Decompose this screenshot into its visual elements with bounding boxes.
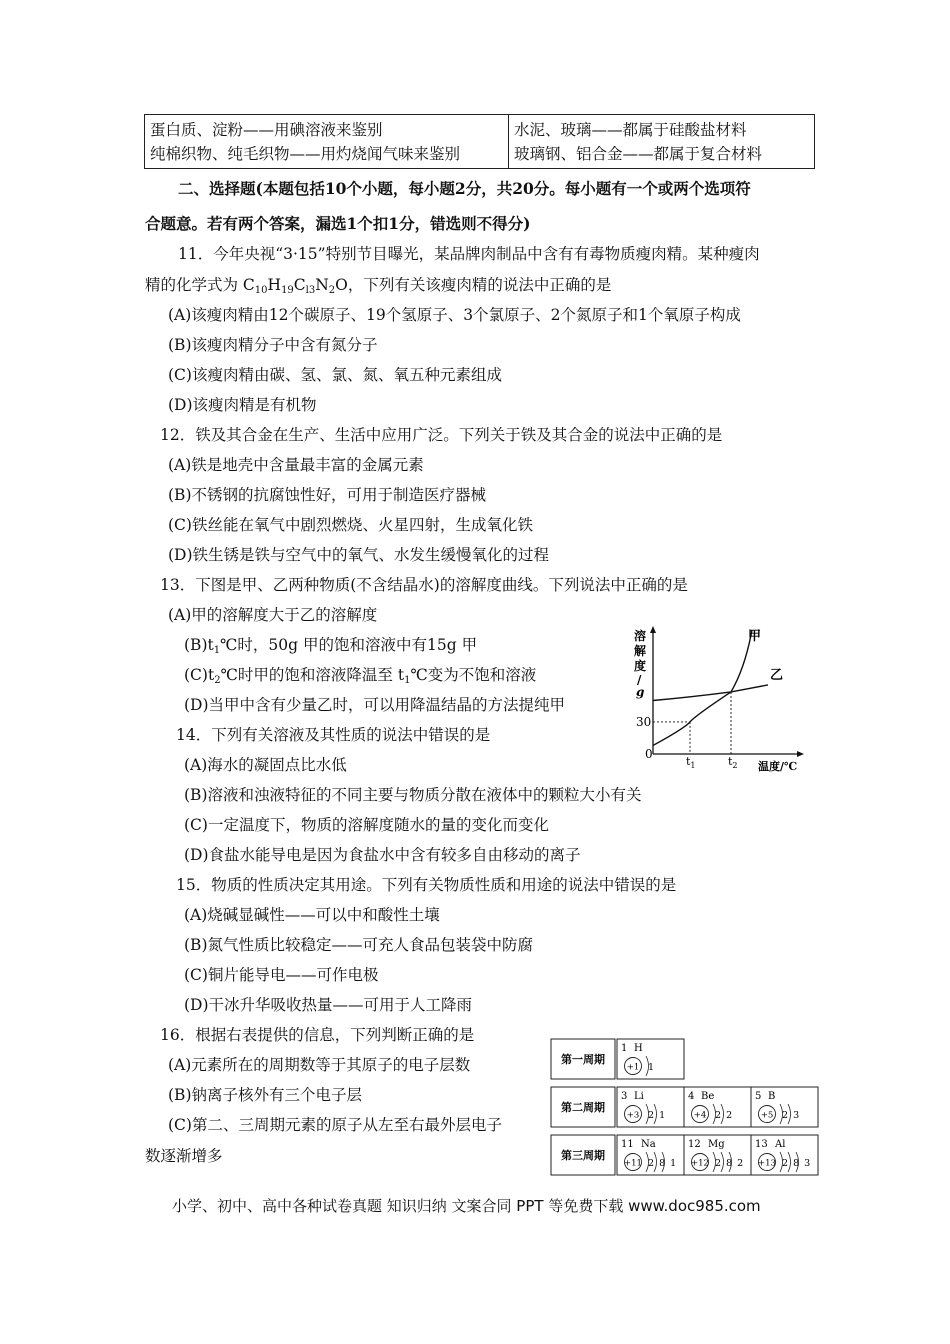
formula-sub: 10 <box>254 285 268 296</box>
q13-option-a: (A)甲的溶解度大于乙的溶解度 <box>168 606 378 624</box>
q14-option-b: (B)溶液和浊液特征的不同主要与物质分散在液体中的颗粒大小有关 <box>184 786 642 804</box>
q15-option-b: (B)氮气性质比较稳定——可充人食品包装袋中防腐 <box>184 936 533 954</box>
subscript: 1 <box>404 675 411 686</box>
y-axis-label-char: 解 <box>634 644 647 658</box>
periodic-table-excerpt <box>549 1035 819 1189</box>
q12-option-c: (C)铁丝能在氧气中剧烈燃烧、火星四射，生成氧化铁 <box>168 516 533 534</box>
q16-stem: 16．根据右表提供的信息，下列判断正确的是 <box>160 1026 475 1044</box>
nucleus-charge: +4 <box>693 1110 707 1121</box>
nucleus-charge: +12 <box>691 1158 709 1169</box>
element-number: 5 <box>755 1091 762 1102</box>
q15-option-c: (C)铜片能导电——可作电极 <box>184 966 379 984</box>
element-number: 1 <box>621 1043 628 1054</box>
y-axis-label-char: / <box>637 673 642 687</box>
formula-el: C <box>293 276 306 294</box>
y-axis-label-char: 度 <box>634 659 647 673</box>
q13-option-c <box>184 665 536 685</box>
q12-option-a: (A)铁是地壳中含量最丰富的金属元素 <box>168 456 424 474</box>
table-cell-text: 纯棉织物、纯毛织物——用灼烧闻气味来鉴别 <box>150 145 461 163</box>
element-symbol: H <box>634 1043 643 1054</box>
series-yi-label: 乙 <box>770 668 784 683</box>
y-tick-30: 30 <box>636 715 652 729</box>
q12-option-d: (D)铁生锈是铁与空气中的氧气、水发生缓慢氧化的过程 <box>168 546 550 564</box>
formula-sub: l3 <box>305 285 316 296</box>
q12-option-b: (B)不锈钢的抗腐蚀性好，可用于制造医疗器械 <box>168 486 486 504</box>
element-symbol: Be <box>701 1091 715 1102</box>
q14-stem: 14．下列有关溶液及其性质的说法中错误的是 <box>176 726 491 744</box>
x-axis-label: 温度/℃ <box>758 760 798 773</box>
q13-option-d: (D)当甲中含有少量乙时，可以用降温结晶的方法提纯甲 <box>184 696 566 714</box>
table-cell-text: 蛋白质、淀粉——用碘溶液来鉴别 <box>150 121 383 139</box>
q13-text: (C)t <box>184 666 215 684</box>
q13-text: ℃变为不饱和溶液 <box>410 666 537 684</box>
series-jia-curve <box>653 630 752 745</box>
formula-sub: 19 <box>281 285 294 296</box>
formula-el: N <box>315 276 329 294</box>
nucleus-charge: +11 <box>624 1158 642 1169</box>
top-table <box>144 114 815 169</box>
section-heading-line1: 二、选择题(本题包括10个小题，每小题2分，共20分。每小题有一个或两个选项符 <box>178 179 751 198</box>
nucleus-charge: +1 <box>626 1062 640 1073</box>
element-number: 13 <box>755 1139 768 1150</box>
section-heading-line2: 合题意。若有两个答案，漏选1个扣1分，错选则不得分) <box>145 214 531 233</box>
q11-option-c: (C)该瘦肉精由碳、氢、氯、氮、氧五种元素组成 <box>168 366 502 384</box>
formula-sub: 2 <box>328 285 336 296</box>
formula-el: H <box>267 276 282 294</box>
element-number: 11 <box>621 1139 634 1150</box>
electron-shell-counts: 1 <box>648 1062 656 1073</box>
table-cell-left <box>145 115 509 169</box>
q16-option-a: (A)元素所在的周期数等于其原子的电子层数 <box>168 1056 471 1074</box>
period-label: 第二周期 <box>561 1101 605 1114</box>
element-number: 4 <box>688 1091 695 1102</box>
period-label: 第三周期 <box>561 1149 605 1162</box>
electron-shell-counts: 2 1 <box>648 1110 667 1121</box>
origin-label: 0 <box>645 747 653 761</box>
q11-option-b: (B)该瘦肉精分子中含有氮分子 <box>168 336 378 354</box>
electron-shell-counts: 2 2 <box>715 1110 734 1121</box>
footer-text: 小学、初中、高中各种试卷真题 知识归纳 文案合同 PPT 等免费下载 www.doc985.com <box>172 1197 761 1215</box>
element-number: 12 <box>688 1139 701 1150</box>
x-axis-arrow <box>797 751 804 757</box>
series-jia-label: 甲 <box>748 629 762 644</box>
y-axis-label-char: 溶 <box>634 629 647 643</box>
q13-text: ℃时甲的饱和溶液降温至 t <box>220 666 405 684</box>
element-symbol: Mg <box>708 1139 725 1150</box>
subscript: 2 <box>214 675 221 686</box>
y-axis-arrow <box>650 626 656 633</box>
nucleus-charge: +3 <box>626 1110 640 1121</box>
table-row <box>145 115 815 169</box>
element-symbol: Li <box>634 1091 644 1102</box>
q15-option-a: (A)烧碱显碱性——可以中和酸性土壤 <box>184 906 440 924</box>
q13-text: (B)t <box>184 636 214 654</box>
period-label: 第一周期 <box>561 1053 605 1066</box>
table-cell-right <box>509 115 815 169</box>
element-number: 3 <box>621 1091 628 1102</box>
series-yi-curve <box>653 685 768 701</box>
q16-option-b: (B)钠离子核外有三个电子层 <box>168 1086 362 1104</box>
q11-option-d: (D)该瘦肉精是有机物 <box>168 396 317 414</box>
q11-text: ，下列有关该瘦肉精的说法中正确的是 <box>347 276 612 294</box>
element-symbol: B <box>768 1091 776 1102</box>
formula-el: O <box>335 276 348 294</box>
q11-stem-line2 <box>145 275 611 295</box>
q13-option-b <box>184 635 477 655</box>
q16-option-c-line2: 数逐渐增多 <box>145 1147 223 1165</box>
q14-option-d: (D)食盐水能导电是因为食盐水中含有较多自由移动的离子 <box>184 846 581 864</box>
q13-stem: 13．下图是甲、乙两种物质(不含结晶水)的溶解度曲线。下列说法中正确的是 <box>160 576 688 594</box>
q12-stem: 12．铁及其合金在生产、生活中应用广泛。下列关于铁及其合金的说法中正确的是 <box>160 426 723 444</box>
q16-option-c-line1: (C)第二、三周期元素的原子从左至右最外层电子 <box>168 1116 502 1134</box>
q13-text: ℃时，50g 甲的饱和溶液中有15g 甲 <box>220 636 478 654</box>
q15-stem: 15．物质的性质决定其用途。下列有关物质性质和用途的说法中错误的是 <box>176 876 677 894</box>
table-cell-text: 水泥、玻璃——都属于硅酸盐材料 <box>514 121 747 139</box>
electron-shell-counts: 2 8 3 <box>782 1158 812 1169</box>
solubility-chart <box>628 624 808 774</box>
q11-text: 精的化学式为 C <box>145 276 255 294</box>
x-tick-t2: $t_2$ <box>728 755 738 770</box>
subscript: 1 <box>213 645 221 656</box>
q14-option-a: (A)海水的凝固点比水低 <box>184 756 347 774</box>
nucleus-charge: +13 <box>758 1158 776 1169</box>
nucleus-charge: +5 <box>760 1110 774 1121</box>
q11-stem-line1: 11．今年央视“3·15”特别节目曝光，某品牌肉制品中含有有毒物质瘦肉精。某种瘦肉 <box>178 245 760 263</box>
electron-shell-counts: 2 8 1 <box>648 1158 678 1169</box>
q14-option-c: (C)一定温度下，物质的溶解度随水的量的变化而变化 <box>184 816 549 834</box>
table-cell-text: 玻璃钢、铝合金——都属于复合材料 <box>514 145 763 163</box>
x-tick-t1: $t_1$ <box>686 755 696 770</box>
q15-option-d: (D)干冰升华吸收热量——可用于人工降雨 <box>184 996 473 1014</box>
electron-shell-counts: 2 3 <box>782 1110 801 1121</box>
element-symbol: Al <box>775 1139 786 1150</box>
q11-option-a: (A)该瘦肉精由12个碳原子、19个氢原子、3个氯原子、2个氮原子和1个氧原子构成 <box>168 306 741 324</box>
electron-shell-counts: 2 8 2 <box>715 1158 745 1169</box>
y-axis-label-char: g <box>636 685 645 699</box>
element-symbol: Na <box>641 1139 656 1150</box>
